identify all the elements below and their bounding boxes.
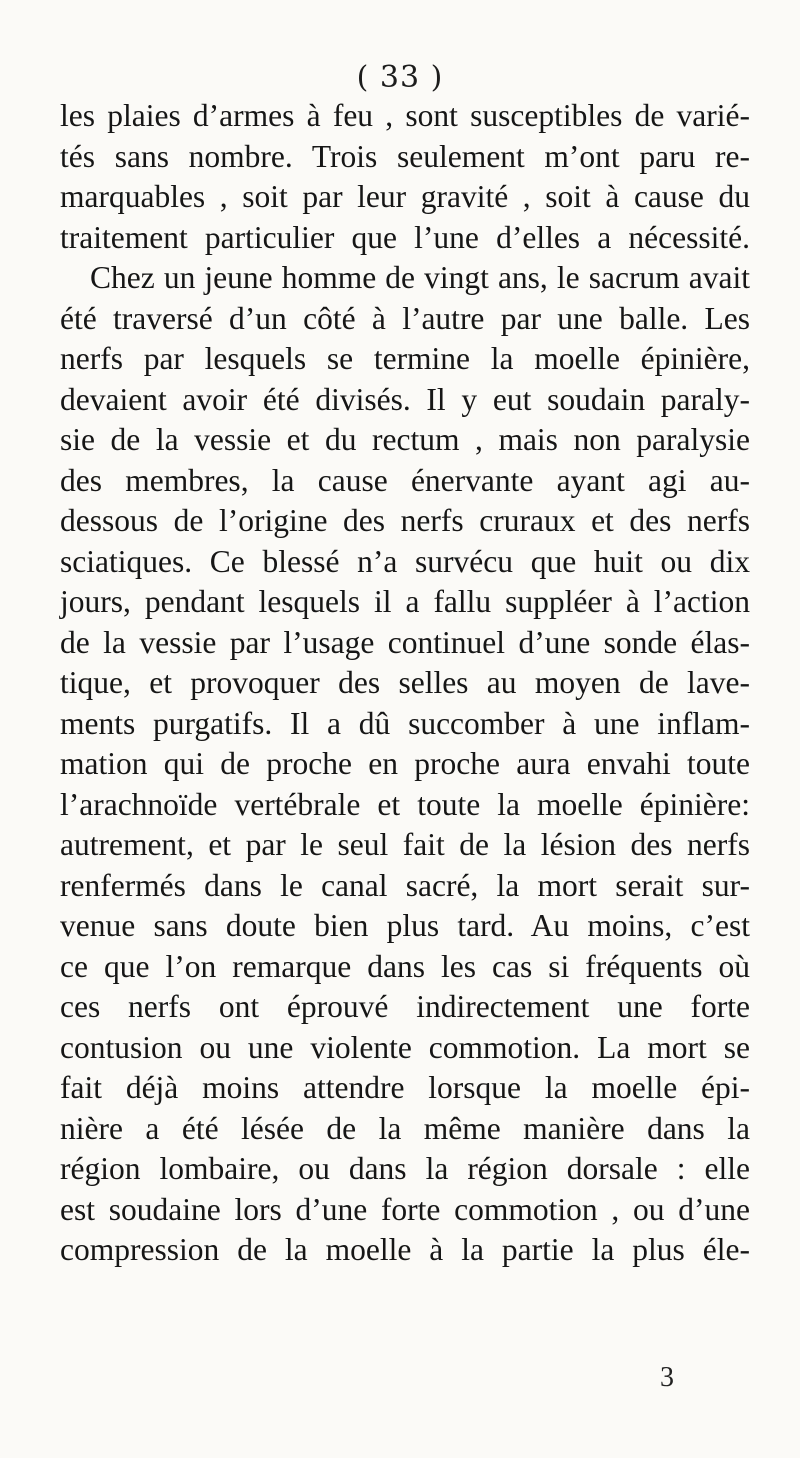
text-line: marquables , soit par leur gravité , soit à cause du [60,179,750,214]
text-line: tique, et provoquer des selles au moyen de lave- [60,665,750,700]
text-line: nerfs par lesquels se termine la moelle épinière, [60,341,750,376]
text-line: sciatiques. Ce blessé n’a survécu que huit ou dix [60,543,750,579]
text-line: traitement particulier que l’une d’elles a nécessité. [60,219,750,255]
text-line: région lombaire, ou dans la région dorsale : elle [60,1151,750,1186]
text-line: autrement, et par le seul fait de la lésion des nerfs [60,827,750,862]
text-line: ments purgatifs. Il a dû succomber à une inflam- [60,705,750,741]
text-line: devaient avoir été divisés. Il y eut soudain paraly- [60,381,750,417]
text-line: ces nerfs ont éprouvé indirectement une forte [60,989,750,1024]
text-line: sie de la vessie et du rectum , mais non paralysie [60,422,750,457]
text-line: venue sans doute bien plus tard. Au moins, c’est [60,908,750,943]
text-line: est soudaine lors d’une forte commotion , ou d’une [60,1191,750,1227]
text-line: nière a été lésée de la même manière dans la [60,1110,750,1146]
body-text [60,96,750,1271]
text-line: des membres, la cause énervante ayant agi au- [60,462,750,498]
text-line: ce que l’on remarque dans les cas si fréquents où [60,948,750,984]
text-line: Chez un jeune homme de vingt ans, le sacrum avait [90,260,750,295]
text-line: de la vessie par l’usage continuel d’une sonde élas- [60,624,750,660]
text-line: mation qui de proche en proche aura envahi toute [60,746,750,781]
text-line: jours, pendant lesquels il a fallu suppléer à l’action [60,584,750,619]
text-line: les plaies d’armes à feu , sont susceptibles de varié- [60,98,750,133]
text-line: l’arachnoïde vertébrale et toute la moelle épinière: [60,786,750,822]
text-line: dessous de l’origine des nerfs cruraux et des nerfs [60,503,750,538]
signature-mark: 3 [660,1362,674,1393]
text-line: renfermés dans le canal sacré, la mort serait sur- [60,867,750,903]
text-line: été traversé d’un côté à l’autre par une balle. Les [60,300,750,336]
text-line: tés sans nombre. Trois seulement m’ont paru re- [60,138,750,174]
text-line: fait déjà moins attendre lorsque la moelle épi- [60,1070,750,1105]
text-line: contusion ou une violente commotion. La mort se [60,1029,750,1065]
text-line: compression de la moelle à la partie la plus éle- [60,1232,750,1267]
page-number: ( 33 ) [356,60,444,95]
